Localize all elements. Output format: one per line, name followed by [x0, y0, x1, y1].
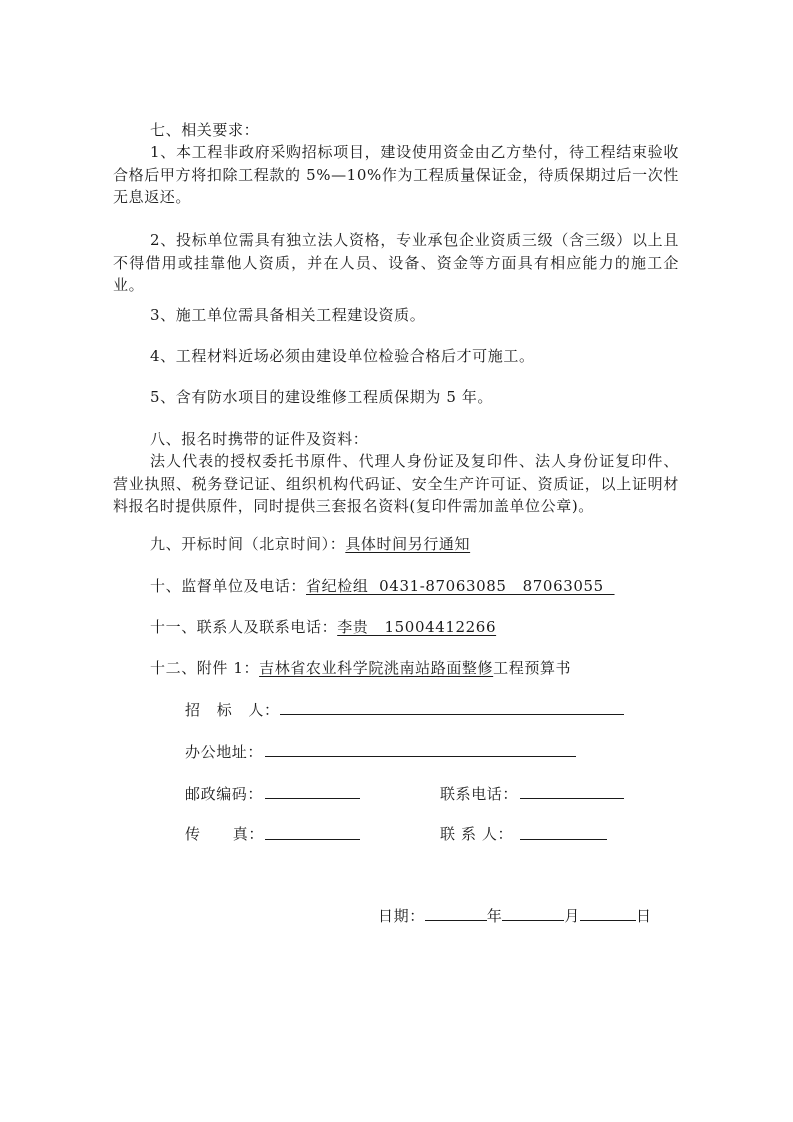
address-label: 办公地址：	[185, 743, 264, 761]
section11-line	[150, 616, 496, 638]
section12-label: 十二、附件 1：	[150, 659, 260, 677]
section9-value: 具体时间另行通知	[345, 535, 471, 553]
section8-body: 法人代表的授权委托书原件、代理人身份证及复印件、法人身份证复印件、营业执照、税务登记证、组织机构代码证、安全生产许可证、资质证，以上证明材料报名时提供原件，同时提供三套报名资料(复印件需加盖单位公章)。	[113, 452, 679, 515]
date-row	[378, 905, 652, 927]
date-year-field[interactable]	[425, 906, 487, 921]
contact-field[interactable]	[520, 839, 607, 840]
tenderer-field[interactable]	[280, 714, 624, 715]
date-month-label: 月	[564, 907, 581, 925]
section7-item4: 4、工程材料近场必须由建设单位检验合格后才可施工。	[150, 347, 535, 365]
date-day-field[interactable]	[580, 906, 636, 921]
section9-line	[150, 533, 470, 555]
tenderer-label: 招 标 人：	[185, 701, 280, 719]
date-day-label: 日	[636, 907, 652, 925]
fax-field[interactable]	[265, 839, 360, 840]
section12-value-underlined: 吉林省农业科学院洮南站路面整修	[259, 659, 494, 677]
date-month-field[interactable]	[502, 906, 564, 921]
section10-label: 十、监督单位及电话：	[150, 577, 307, 595]
date-label: 日期：	[378, 907, 425, 925]
section9-label: 九、开标时间（北京时间）：	[150, 535, 346, 553]
contact-label: 联 系 人：	[440, 825, 514, 843]
address-field[interactable]	[265, 756, 576, 757]
contact-row	[440, 823, 513, 845]
section12-value-rest: 工程预算书	[493, 659, 572, 677]
postcode-label: 邮政编码：	[185, 785, 264, 803]
phone-label: 联系电话：	[440, 785, 519, 803]
section7-item5: 5、含有防水项目的建设维修工程质保期为 5 年。	[150, 388, 494, 406]
phone-field[interactable]	[520, 798, 624, 799]
phone-row	[440, 783, 518, 805]
section8-heading: 八、报名时携带的证件及资料：	[150, 430, 369, 448]
section7-item2: 2、投标单位需具有独立法人资格，专业承包企业资质三级（含三级）以上且不得借用或挂靠他人资质，并在人员、设备、资金等方面具有相应能力的施工企业。	[113, 231, 679, 294]
section10-value: 省纪检组 0431-87063085 87063055	[306, 577, 615, 595]
section12-line	[150, 657, 571, 679]
address-row	[185, 741, 263, 763]
section11-value: 李贵 15004412266	[337, 618, 497, 636]
tenderer-row	[185, 699, 280, 721]
section7-item3: 3、施工单位需具备相关工程建设资质。	[150, 306, 426, 324]
fax-row	[185, 823, 264, 845]
postcode-field[interactable]	[265, 798, 360, 799]
section10-line	[150, 575, 615, 597]
date-year-label: 年	[486, 907, 503, 925]
section7-item1: 1、本工程非政府采购招标项目，建设使用资金由乙方垫付，待工程结束验收合格后甲方将扣除工程款的 5%—10%作为工程质量保证金，待质保期过后一次性无息返还。	[113, 143, 679, 206]
postcode-row	[185, 783, 263, 805]
section11-label: 十一、联系人及联系电话：	[150, 618, 338, 636]
section7-heading: 七、相关要求：	[150, 121, 260, 139]
fax-label: 传 真：	[185, 825, 265, 843]
